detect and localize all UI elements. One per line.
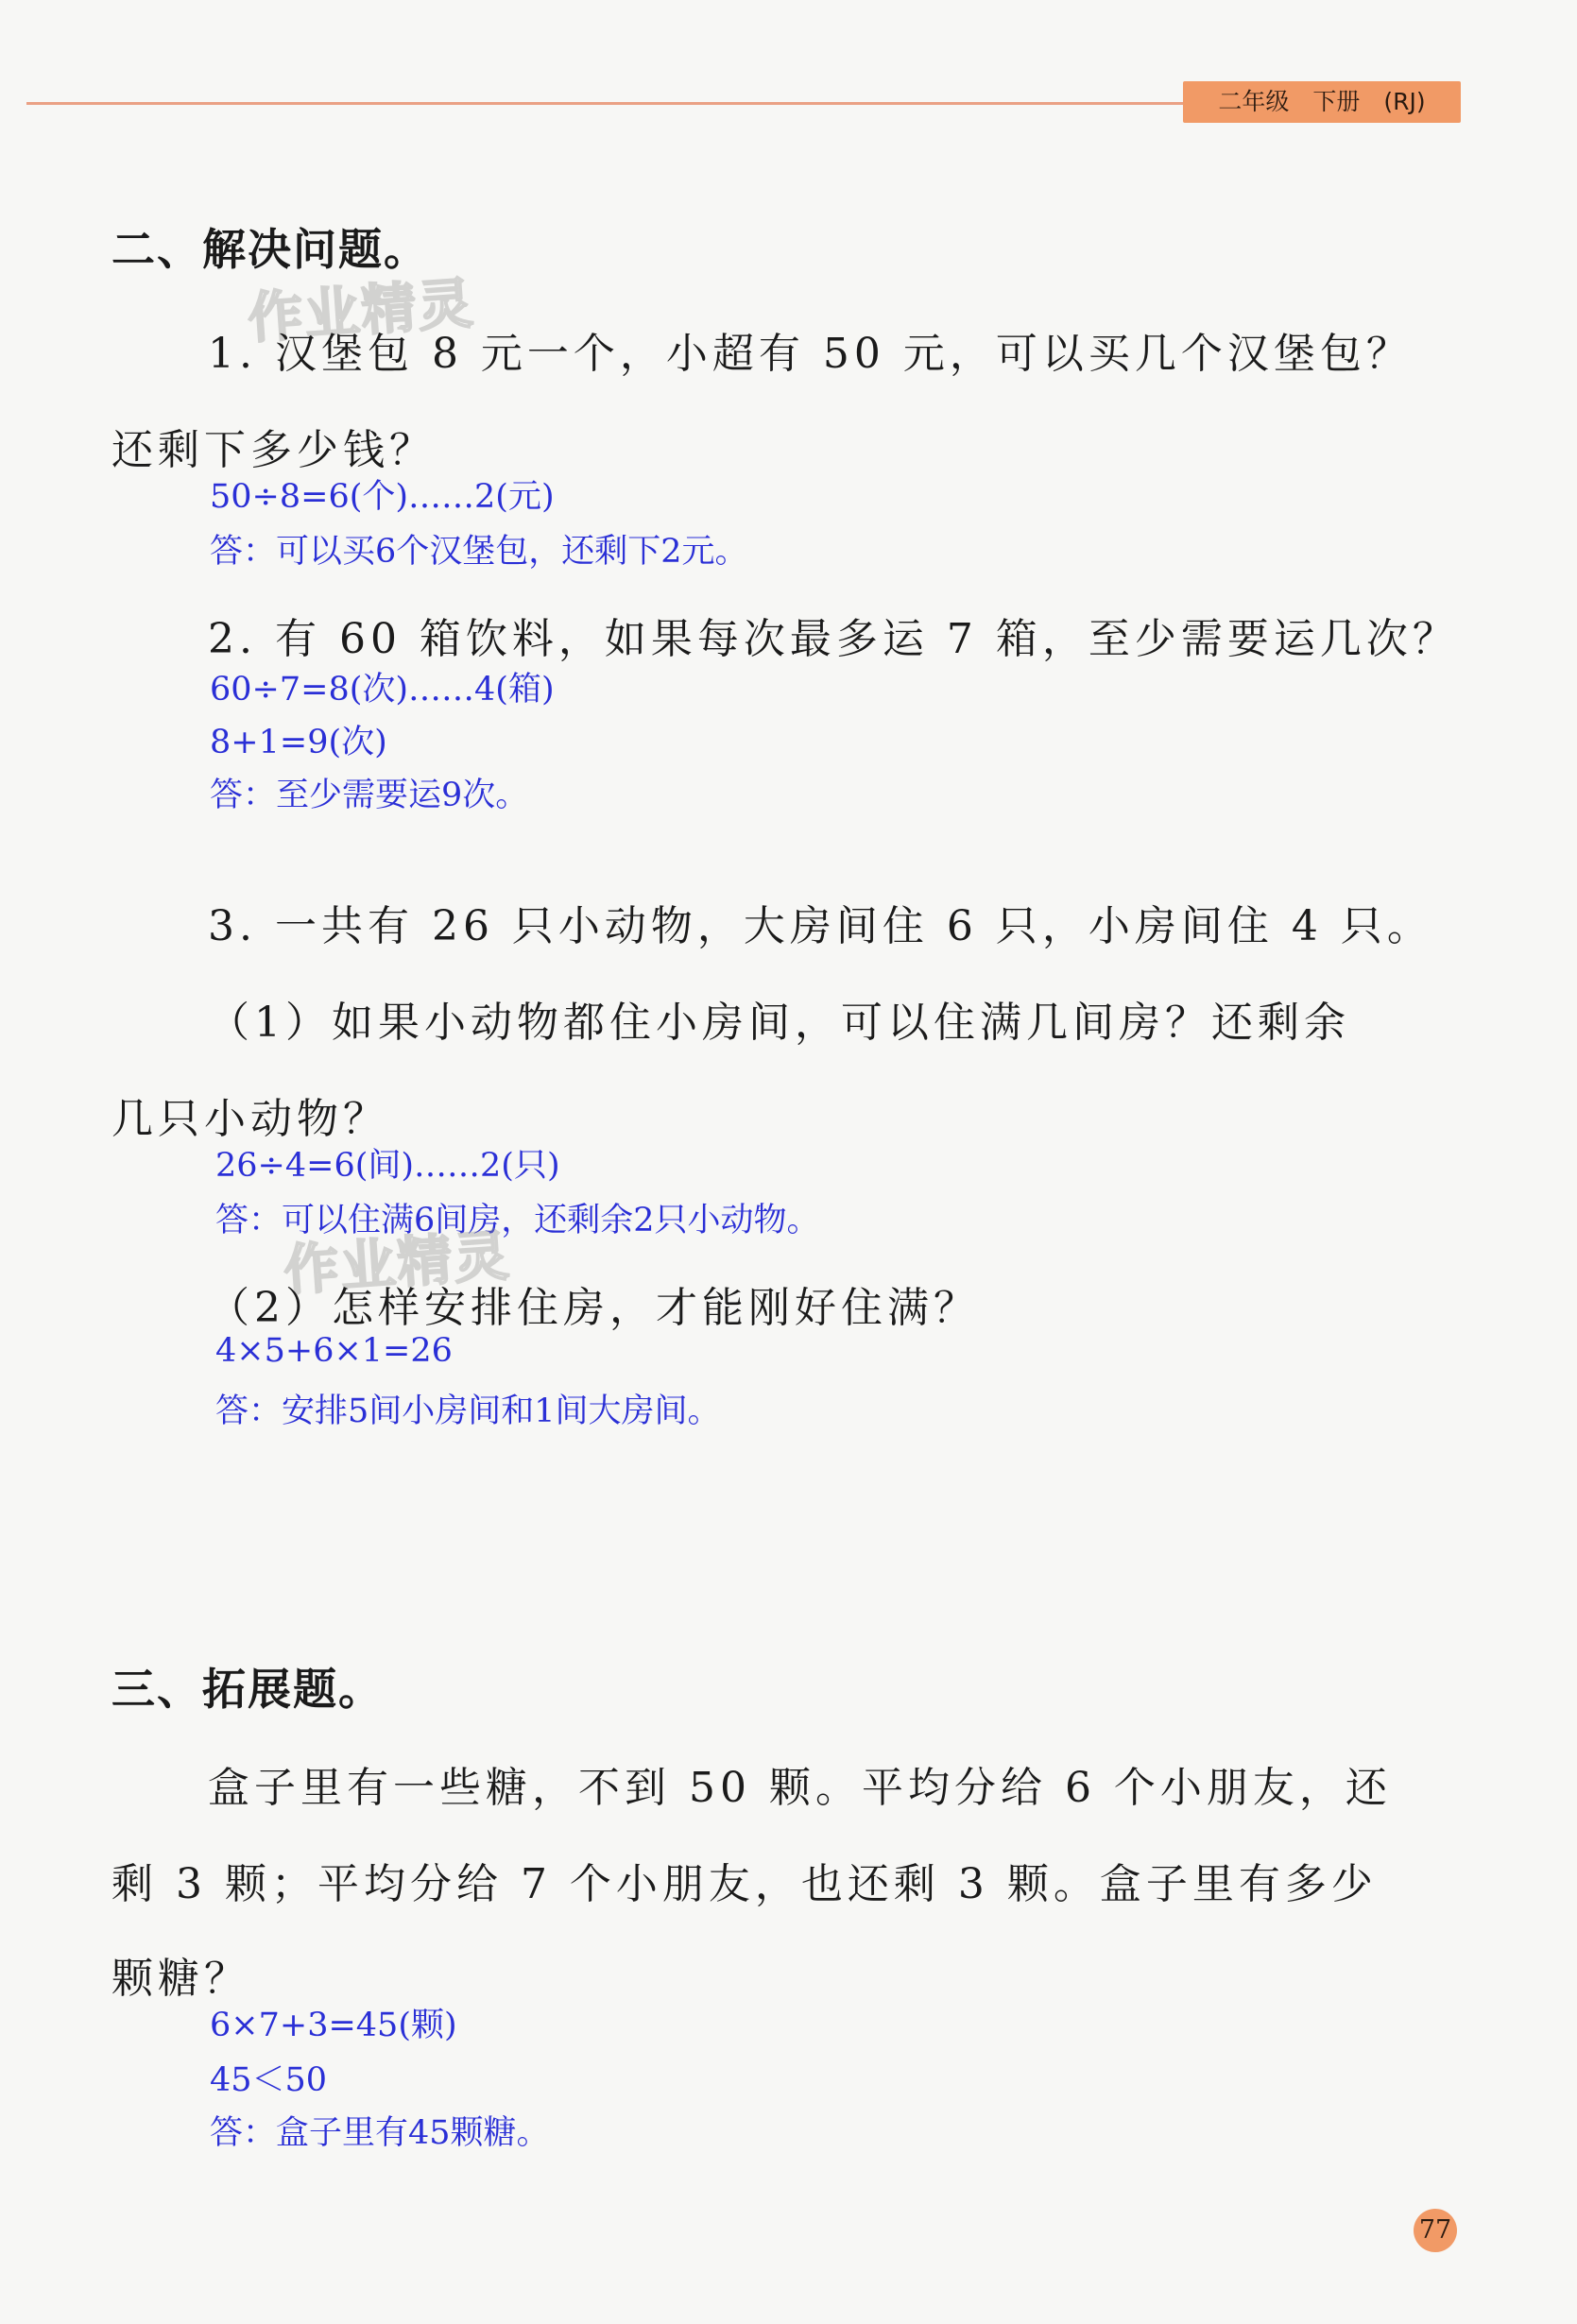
- page-number: 77: [1414, 2209, 1457, 2252]
- answer-3-part-1-equation: 26÷4=6(间)……2(只): [215, 1147, 560, 1185]
- question-1-line-2: 还剩下多少钱？: [111, 426, 436, 474]
- section-title-extension: 三、拓展题。: [111, 1664, 384, 1715]
- question-1-line-1: 1. 汉堡包 8 元一个，小超有 50 元，可以买几个汉堡包？: [208, 330, 1413, 378]
- extension-answer-statement: 答：盒子里有45颗糖。: [210, 2114, 550, 2152]
- question-2-line-1: 2. 有 60 箱饮料，如果每次最多运 7 箱，至少需要运几次？: [208, 615, 1459, 663]
- header-divider: [26, 102, 1198, 105]
- question-3-part-1-line-2: 几只小动物？: [111, 1095, 389, 1143]
- extension-question-line-1: 盒子里有一些糖，不到 50 颗。平均分给 6 个小朋友，还: [208, 1764, 1392, 1812]
- answer-1-equation: 50÷8=6(个)……2(元): [210, 478, 555, 516]
- grade-badge: 二年级 下册 (RJ): [1183, 81, 1461, 123]
- answer-2-statement: 答：至少需要运9次。: [210, 777, 529, 814]
- question-3-part-2-line-1: （2）怎样安排住房，才能刚好住满？: [208, 1284, 980, 1332]
- extension-answer-equation-1: 6×7+3=45(颗): [210, 2007, 457, 2044]
- watermark: 作业精灵: [246, 270, 477, 351]
- answer-3-part-2-statement: 答：安排5间小房间和1间大房间。: [215, 1393, 721, 1430]
- extension-answer-equation-2: 45＜50: [210, 2061, 328, 2099]
- answer-1-statement: 答：可以买6个汉堡包，还剩下2元。: [210, 533, 748, 571]
- section-title-problem-solving: 二、解决问题。: [111, 224, 429, 275]
- question-3-line-1: 3. 一共有 26 只小动物，大房间住 6 只，小房间住 4 只。: [208, 902, 1433, 950]
- watermark: 作业精灵: [282, 1222, 513, 1304]
- answer-2-equation-1: 60÷7=8(次)……4(箱): [210, 671, 555, 709]
- answer-3-part-2-equation: 4×5+6×1=26: [215, 1332, 453, 1370]
- answer-2-equation-2: 8+1=9(次): [210, 724, 387, 761]
- answer-3-part-1-statement: 答：可以住满6间房，还剩余2只小动物。: [215, 1202, 820, 1239]
- extension-question-line-2: 剩 3 颗；平均分给 7 个小朋友，也还剩 3 颗。盒子里有多少: [111, 1860, 1378, 1908]
- extension-question-line-3: 颗糖？: [111, 1955, 250, 2003]
- question-3-part-1-line-1: （1）如果小动物都住小房间，可以住满几间房？还剩余: [208, 999, 1350, 1047]
